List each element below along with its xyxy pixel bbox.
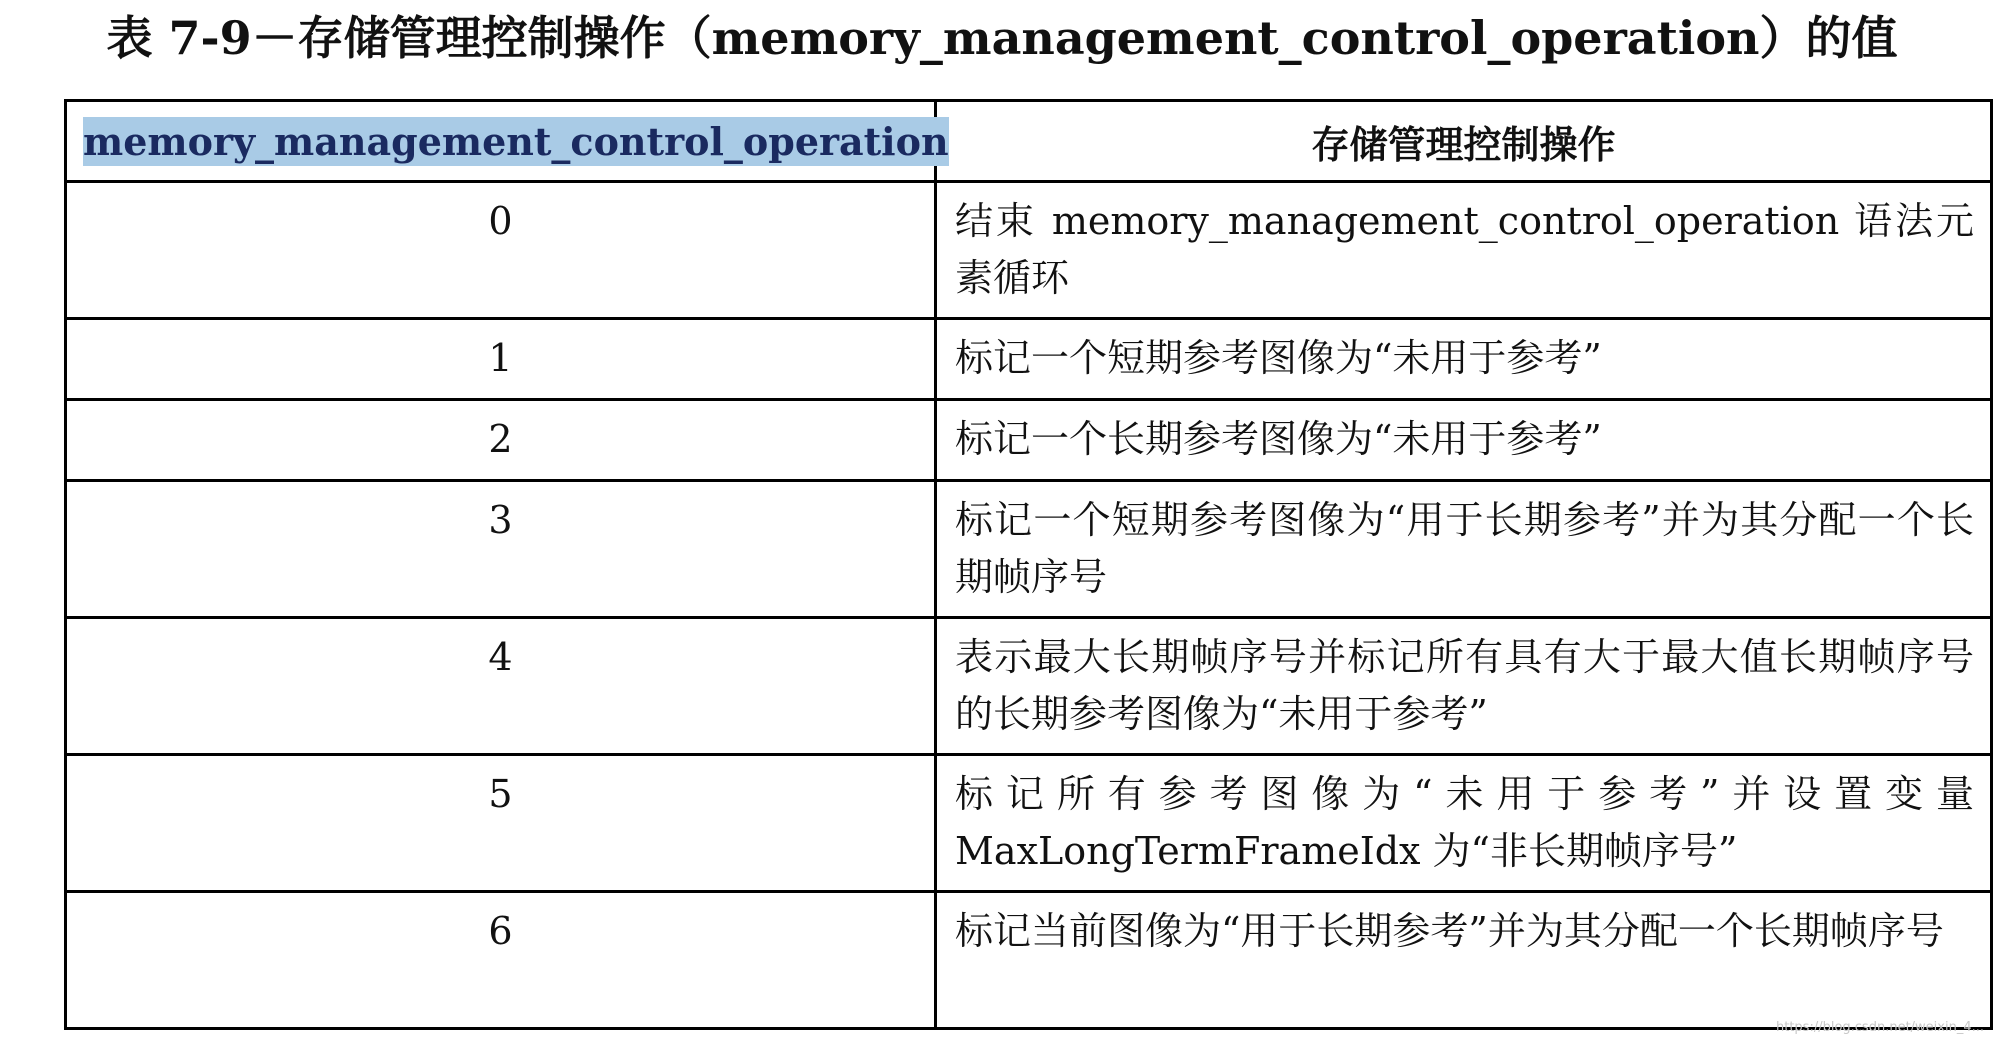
- mmco-value-cell: 0: [66, 182, 936, 319]
- mmco-value-cell: 4: [66, 618, 936, 755]
- mmco-value-cell: 1: [66, 319, 936, 400]
- table-row: [66, 182, 1992, 319]
- table-row: [66, 319, 1992, 400]
- mmco-value-cell: 3: [66, 481, 936, 618]
- operation-description-cell: 标记当前图像为“用于长期参考”并为其分配一个长期帧序号: [936, 892, 1992, 1029]
- header-mmco[interactable]: [66, 101, 949, 182]
- operation-description-cell: 标记一个短期参考图像为“未用于参考”: [936, 319, 1992, 400]
- header-operation: 存储管理控制操作: [936, 101, 1992, 182]
- table-row: [66, 755, 1992, 892]
- table-row: [66, 618, 1992, 755]
- mmco-value-cell: 6: [66, 892, 936, 1029]
- mmco-values-table: [64, 99, 1993, 1030]
- table-caption: 表 7-9－存储管理控制操作（memory_management_control_operation）的值: [106, 11, 1898, 65]
- mmco-value-cell: 5: [66, 755, 936, 892]
- table-header-row: [66, 101, 1992, 182]
- operation-description-cell: 结束 memory_management_control_operation 语法元素循环: [936, 182, 1992, 319]
- operation-description-cell: 标记一个短期参考图像为“用于长期参考”并为其分配一个长期帧序号: [936, 481, 1992, 618]
- table-row: [66, 892, 1992, 1029]
- watermark: https://blog.csdn.net/weixin_4...: [1775, 1020, 1984, 1035]
- operation-description-cell: 标记一个长期参考图像为“未用于参考”: [936, 400, 1992, 481]
- operation-description-cell: 标记所有参考图像为“未用于参考”并设置变量 MaxLongTermFrameIdx 为“非长期帧序号”: [936, 755, 1992, 892]
- mmco-value-cell: 2: [66, 400, 936, 481]
- table-row: [66, 400, 1992, 481]
- operation-description-cell: 表示最大长期帧序号并标记所有具有大于最大值长期帧序号的长期参考图像为“未用于参考”: [936, 618, 1992, 755]
- table-row: [66, 481, 1992, 618]
- selected-header-text[interactable]: memory_management_control_operation: [83, 118, 949, 164]
